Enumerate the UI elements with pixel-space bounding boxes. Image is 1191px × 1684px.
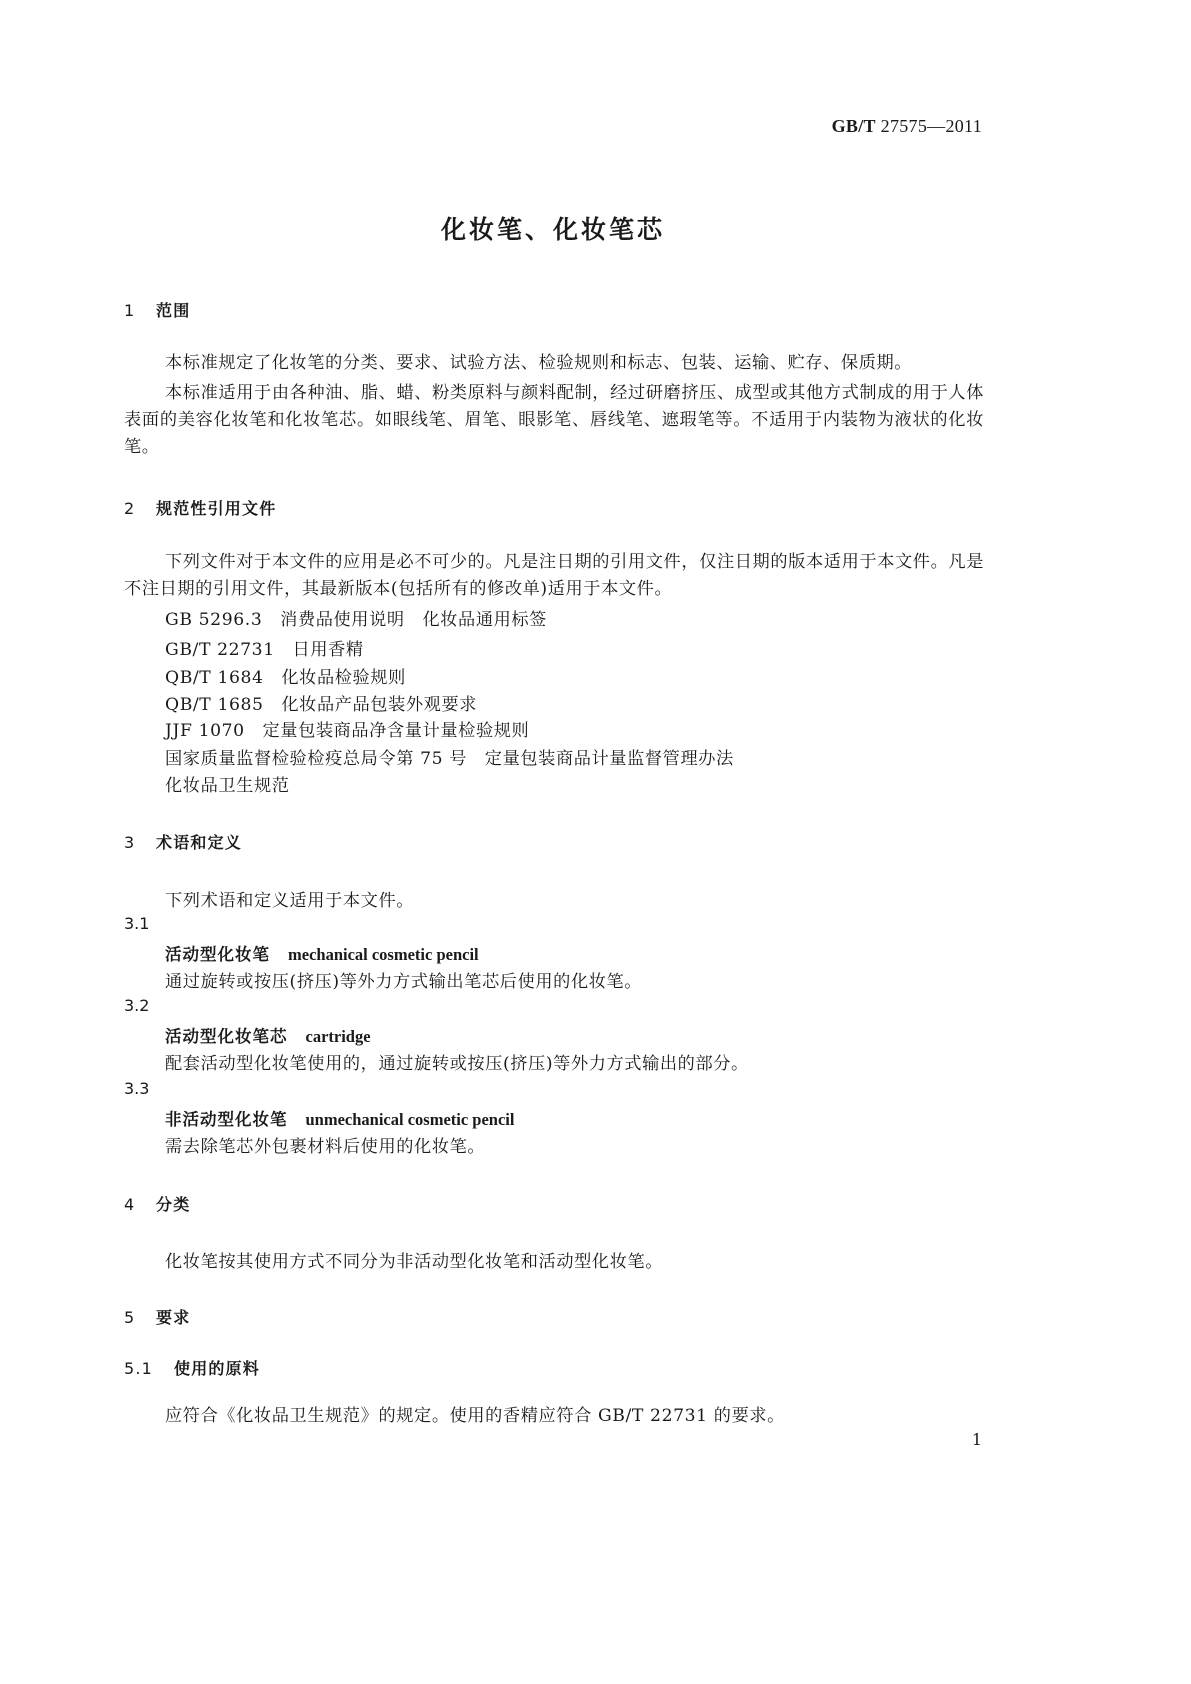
subsection-5-1-heading [124, 1356, 260, 1379]
section-number: 5 [124, 1308, 136, 1327]
section-4-paragraph-1: 化妆笔按其使用方式不同分为非活动型化妆笔和活动型化妆笔。 [165, 1252, 664, 1272]
reference-item: GB/T 22731 日用香精 [165, 640, 364, 660]
term-definition: 需去除笔芯外包裹材料后使用的化妆笔。 [165, 1137, 486, 1157]
section-3-heading [124, 830, 242, 853]
section-title: 分类 [156, 1195, 191, 1214]
term-number: 3.2 [124, 996, 150, 1015]
term-name-en: mechanical cosmetic pencil [288, 945, 479, 964]
section-number: 2 [124, 499, 136, 518]
reference-item: 国家质量监督检验检疫总局令第 75 号 定量包装商品计量监督管理办法 [165, 749, 734, 769]
term-number: 3.3 [124, 1079, 150, 1098]
term-name-zh: 活动型化妆笔芯 [165, 1027, 288, 1046]
term-name-zh: 活动型化妆笔 [165, 945, 270, 964]
section-number: 4 [124, 1195, 136, 1214]
subsection-number: 5.1 [124, 1359, 154, 1378]
section-title: 术语和定义 [156, 833, 243, 852]
term-number: 3.1 [124, 914, 150, 933]
section-3-intro: 下列术语和定义适用于本文件。 [165, 891, 415, 911]
section-number: 3 [124, 833, 136, 852]
term-definition: 通过旋转或按压(挤压)等外力方式输出笔芯后使用的化妆笔。 [165, 972, 643, 992]
section-title: 要求 [156, 1308, 191, 1327]
reference-item: 化妆品卫生规范 [165, 776, 290, 796]
section-5-heading [124, 1305, 190, 1328]
section-4-heading [124, 1192, 190, 1215]
section-1-heading [124, 298, 190, 321]
term-heading [165, 1023, 371, 1047]
reference-item: JJF 1070 定量包装商品净含量计量检验规则 [165, 721, 530, 741]
term-definition: 配套活动型化妆笔使用的，通过旋转或按压(挤压)等外力方式输出的部分。 [165, 1054, 749, 1074]
term-heading [165, 1106, 514, 1130]
document-title: 化妆笔、化妆笔芯 [440, 215, 665, 244]
section-2-heading [124, 496, 276, 519]
term-name-en: unmechanical cosmetic pencil [305, 1110, 515, 1129]
section-1-paragraph-1: 本标准规定了化妆笔的分类、要求、试验方法、检验规则和标志、包装、运输、贮存、保质期。 [165, 353, 913, 373]
reference-item: GB 5296.3 消费品使用说明 化妆品通用标签 [165, 610, 547, 630]
term-heading [165, 941, 479, 965]
section-number: 1 [124, 301, 136, 320]
standard-code [832, 116, 982, 137]
reference-item: QB/T 1684 化妆品检验规则 [165, 668, 406, 688]
section-1-paragraph-2: 本标准适用于由各种油、脂、蜡、粉类原料与颜料配制，经过研磨挤压、成型或其他方式制成的用于人体表面的美容化妆笔和化妆笔芯。如眼线笔、眉笔、眼影笔、唇线笔、遮瑕笔等。不适用于内装物为液状的化妆笔。 [124, 383, 984, 457]
subsection-5-1-paragraph-1: 应符合《化妆品卫生规范》的规定。使用的香精应符合 GB/T 22731 的要求。 [165, 1406, 785, 1426]
section-title: 范围 [156, 301, 191, 320]
section-2-paragraph-1: 下列文件对于本文件的应用是必不可少的。凡是注日期的引用文件，仅注日期的版本适用于本文件。凡是不注日期的引用文件，其最新版本(包括所有的修改单)适用于本文件。 [124, 552, 984, 599]
standard-prefix: GB/T [831, 116, 876, 136]
reference-item: QB/T 1685 化妆品产品包装外观要求 [165, 695, 478, 715]
subsection-title: 使用的原料 [174, 1359, 261, 1378]
page-number: 1 [971, 1430, 982, 1449]
term-name-zh: 非活动型化妆笔 [165, 1110, 288, 1129]
standard-number: 27575—2011 [880, 116, 982, 136]
section-title: 规范性引用文件 [156, 499, 277, 518]
term-name-en: cartridge [305, 1027, 371, 1046]
